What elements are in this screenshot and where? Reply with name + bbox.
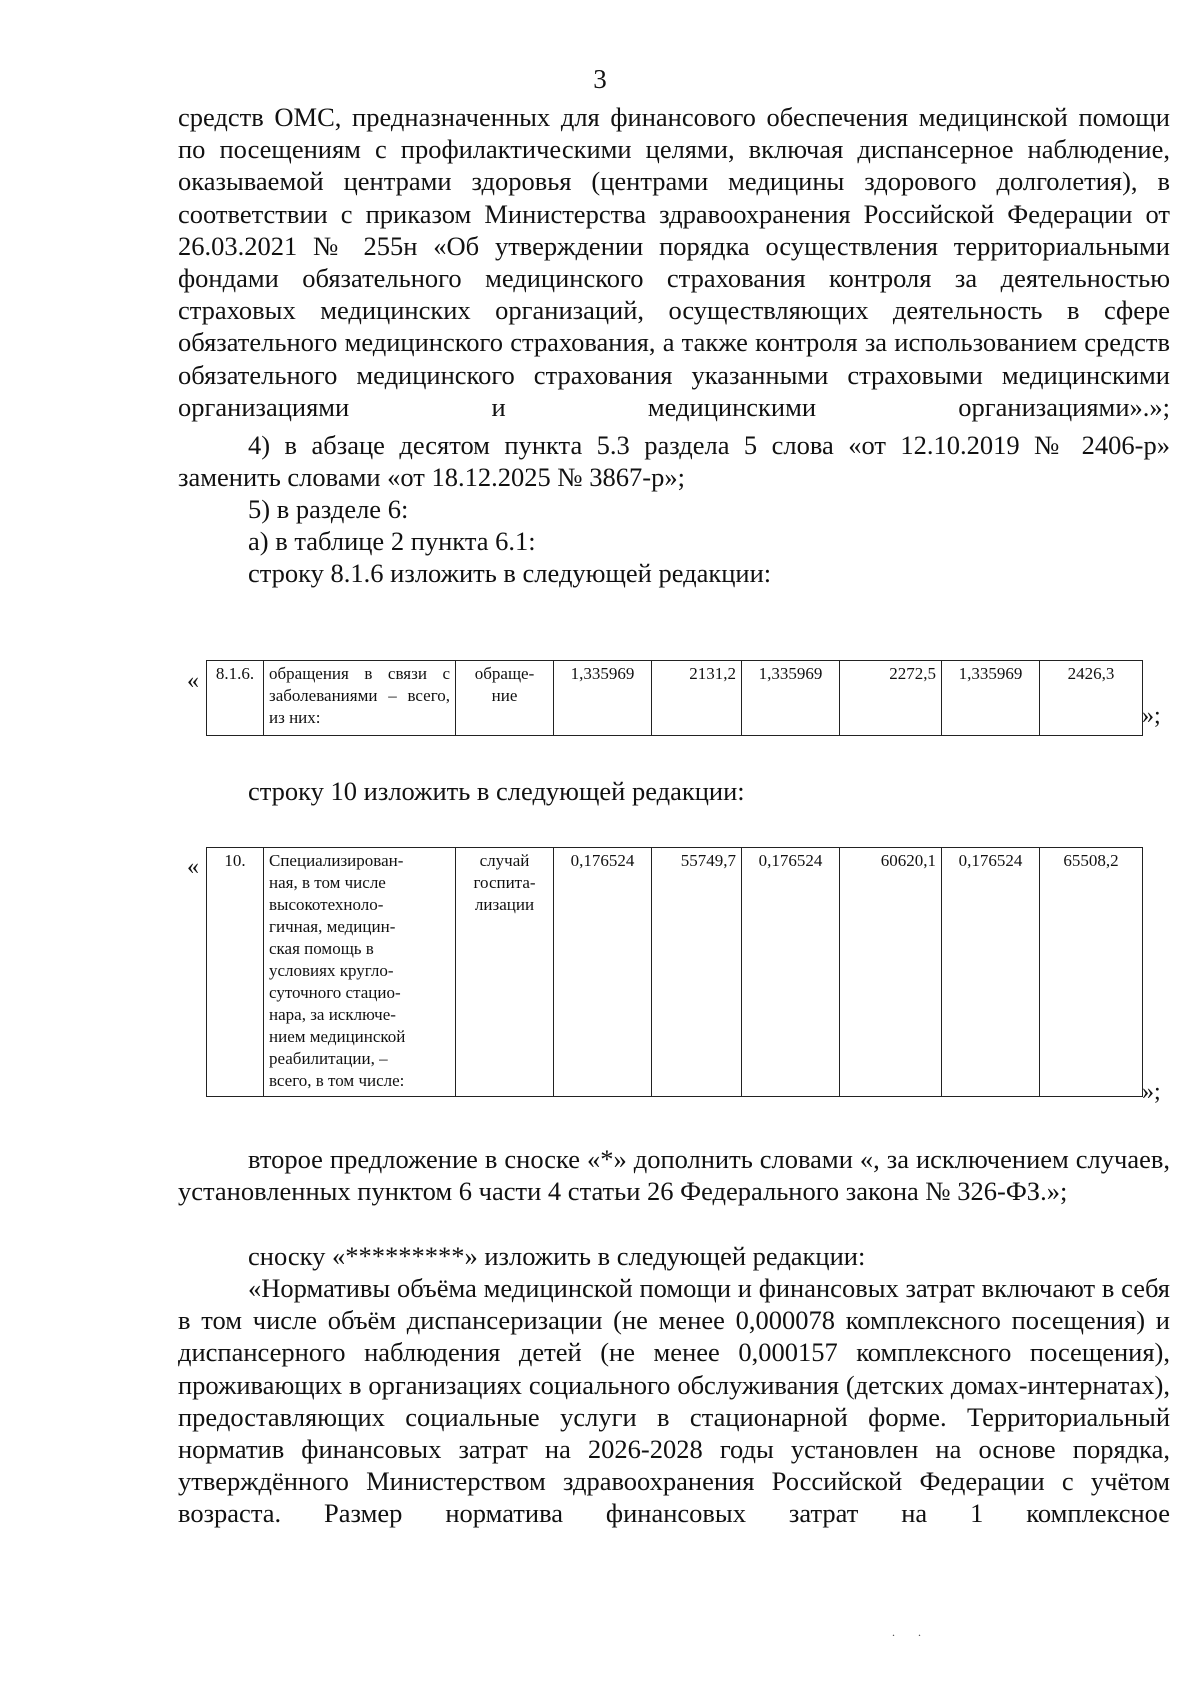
value-cell: 0,176524 bbox=[742, 848, 840, 1097]
table2-close-quote: »; bbox=[1142, 1079, 1161, 1105]
item-4-paragraph: 4) в абзаце десятом пункта 5.3 раздела 5 слова «от 12.10.2019 № 2406-р» заменить словами «от 18.12.2025 № 3867-р»; bbox=[178, 430, 1170, 493]
item-5a-paragraph: а) в таблице 2 пункта 6.1: bbox=[248, 526, 536, 556]
scan-marks: . . bbox=[892, 1625, 931, 1639]
page-number: 3 bbox=[593, 64, 607, 94]
row-number-cell: 8.1.6. bbox=[207, 661, 264, 736]
value-cell: 2426,3 bbox=[1040, 661, 1143, 736]
value-cell: 1,335969 bbox=[942, 661, 1040, 736]
footnote-2-paragraph: сноску «*********» изложить в следующей редакции: bbox=[248, 1241, 866, 1271]
value-cell: 0,176524 bbox=[554, 848, 652, 1097]
item-5-paragraph: 5) в разделе 6: bbox=[248, 494, 409, 524]
table-row bbox=[207, 848, 1143, 1097]
value-cell: 1,335969 bbox=[554, 661, 652, 736]
value-cell: 2131,2 bbox=[652, 661, 742, 736]
row-name-cell: обращения в связи с заболеваниями – всего, из них: bbox=[264, 661, 456, 736]
table1-open-quote: « bbox=[187, 668, 199, 694]
value-cell: 1,335969 bbox=[742, 661, 840, 736]
row-unit-cell: случай госпита- лизации bbox=[456, 848, 554, 1097]
value-cell: 55749,7 bbox=[652, 848, 742, 1097]
intro-paragraph: средств ОМС, предназначенных для финансового обеспечения медицинской помощи по посещениям с профилактическими целями, включая диспансерное наблюдение, оказываемой центрами здоровья (центрами медицины здорового долголетия), в соответствии с приказом Министерства здравоохранения Российской Федерации от 26.03.2021 № 255н «Об утверждении порядка осуществления территориальными фондами обязательного медицинского страхования контроля за деятельностью страховых медицинских организаций, осуществляющих деятельность в сфере обязательного медицинского страхования, а также контроля за использованием средств обязательного медицинского страхования указанными страховыми медицинскими организациями и медицинскими организациями».»; bbox=[178, 102, 1170, 422]
table1-close-quote: »; bbox=[1142, 703, 1161, 729]
value-cell: 65508,2 bbox=[1040, 848, 1143, 1097]
row-number-cell: 10. bbox=[207, 848, 264, 1097]
value-cell: 0,176524 bbox=[942, 848, 1040, 1097]
table-row-8-1-6 bbox=[206, 660, 1143, 736]
table2-open-quote: « bbox=[187, 854, 199, 880]
value-cell: 2272,5 bbox=[840, 661, 942, 736]
table-row-10 bbox=[206, 847, 1143, 1097]
row-unit-cell: обраще- ние bbox=[456, 661, 554, 736]
value-cell: 60620,1 bbox=[840, 848, 942, 1097]
footnote-1-paragraph: второе предложение в сноске «*» дополнить словами «, за исключением случаев, установленных пунктом 6 части 4 статьи 26 Федерального закона № 326-ФЗ.»; bbox=[178, 1144, 1170, 1207]
row-10-intro: строку 10 изложить в следующей редакции: bbox=[248, 776, 745, 806]
final-paragraph: «Нормативы объёма медицинской помощи и финансовых затрат включают в себя в том числе объём диспансеризации (не менее 0,000078 комплексного посещения) и диспансерного наблюдения детей (не менее 0,000157 комплексного посещения), проживающих в организациях социального обслуживания (детских домах-интернатах), предоставляющих социальные услуги в стационарной форме. Территориальный норматив финансовых затрат на 2026-2028 годы установлен на основе порядка, утверждённого Министерством здравоохранения Российской Федерации с учётом возраста. Размер норматива финансовых затрат на 1 комплексное bbox=[178, 1273, 1170, 1529]
row-816-intro: строку 8.1.6 изложить в следующей редакции: bbox=[248, 558, 772, 588]
table-row bbox=[207, 661, 1143, 736]
row-name-cell: Специализирован- ная, в том числе высокотехноло- гичная, медицин- ская помощь в условиях кругло- суточного стацио- нара, за исключе- нием медицинской реабилитации, – всего, в том числе: bbox=[264, 848, 456, 1097]
